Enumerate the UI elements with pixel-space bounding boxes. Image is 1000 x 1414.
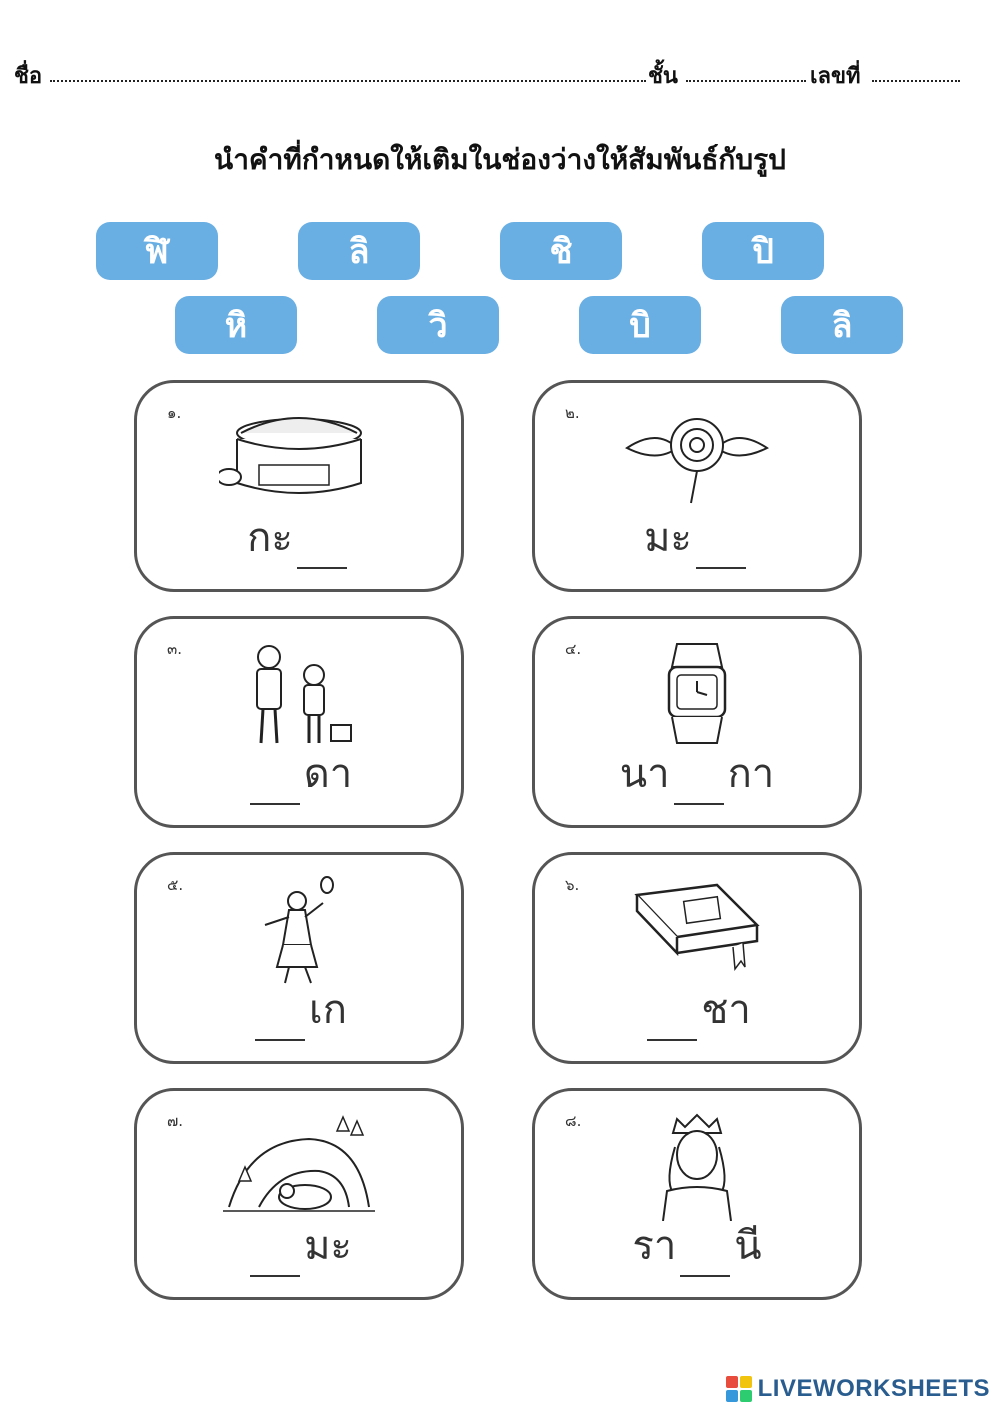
choice-chip[interactable]: วิ [377, 296, 499, 354]
answer-blank[interactable] [696, 531, 746, 569]
class-label: ชั้น [648, 64, 678, 89]
choice-chip[interactable]: ฬิ [96, 222, 218, 280]
wristwatch-picture [617, 639, 777, 749]
word-with-blank: รา นี [535, 1213, 859, 1277]
exercise-card-2 [532, 380, 862, 592]
answer-blank[interactable] [250, 767, 300, 805]
word-with-blank: เก [137, 977, 461, 1041]
exercise-card-8 [532, 1088, 862, 1300]
item-number: ๑. [167, 404, 182, 422]
word-with-blank: นา กา [535, 741, 859, 805]
word-with-blank: ดา [137, 741, 461, 805]
item-number: ๕. [167, 876, 184, 894]
exercise-card-1 [134, 380, 464, 592]
item-number: ๓. [167, 640, 183, 658]
jasmine-flower-picture [617, 403, 777, 513]
word-with-blank: กะ [137, 505, 461, 569]
choice-chip[interactable]: ปิ [702, 222, 824, 280]
answer-blank[interactable] [647, 1003, 697, 1041]
item-number: ๖. [565, 876, 580, 894]
name-field[interactable] [50, 80, 646, 82]
snow-cave-bear-picture [219, 1111, 379, 1221]
class-field[interactable] [686, 80, 806, 82]
choice-chip[interactable]: ลิ [298, 222, 420, 280]
exercise-card-5 [134, 852, 464, 1064]
instruction-title: นำคำที่กำหนดให้เติมในช่องว่างให้สัมพันธ์กับรูป [214, 143, 786, 176]
shrimp-paste-jar-picture [219, 403, 379, 513]
answer-blank[interactable] [680, 1239, 730, 1277]
name-label: ชื่อ [14, 64, 43, 89]
answer-blank[interactable] [674, 767, 724, 805]
word-with-blank: มะ [535, 505, 859, 569]
logo-text: LIVEWORKSHEETS [757, 1375, 990, 1402]
word-with-blank: มะ [137, 1213, 461, 1277]
item-number: ๘. [565, 1112, 582, 1130]
number-label: เลขที่ [810, 64, 861, 89]
student-info-line [14, 58, 960, 92]
choice-chip[interactable]: บิ [579, 296, 701, 354]
liveworksheets-logo [726, 1374, 990, 1404]
choice-chip[interactable]: ชิ [500, 222, 622, 280]
item-number: ๒. [565, 404, 580, 422]
dancing-girl-picture [219, 875, 379, 985]
item-number: ๔. [565, 640, 582, 658]
logo-icon [726, 1376, 752, 1402]
exercise-card-7 [134, 1088, 464, 1300]
word-with-blank: ชา [535, 977, 859, 1041]
answer-blank[interactable] [255, 1003, 305, 1041]
item-number: ๗. [167, 1112, 184, 1130]
exercise-card-6 [532, 852, 862, 1064]
choice-chip[interactable]: ลิ [781, 296, 903, 354]
answer-blank[interactable] [250, 1239, 300, 1277]
choice-chip[interactable]: หิ [175, 296, 297, 354]
answer-blank[interactable] [297, 531, 347, 569]
number-field[interactable] [872, 80, 960, 82]
exercise-card-3 [134, 616, 464, 828]
exercise-card-4 [532, 616, 862, 828]
father-and-son-picture [219, 639, 379, 749]
queen-picture [617, 1111, 777, 1221]
book-picture [617, 875, 777, 985]
